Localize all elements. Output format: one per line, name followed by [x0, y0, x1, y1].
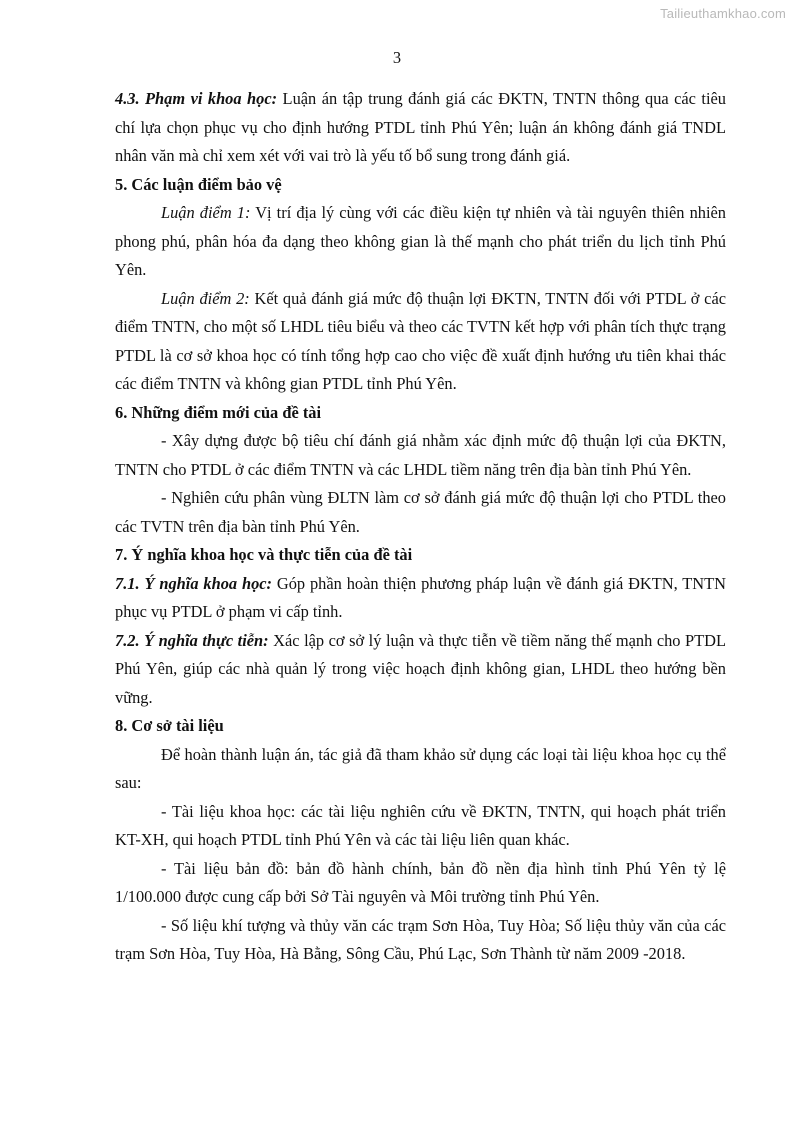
new-point-1: - Xây dựng được bộ tiêu chí đánh giá nhằm xác định mức độ thuận lợi của ĐKTN, TNTN cho PTDL ở các điểm TNTN và các LHDL tiềm năng trên địa bàn tỉnh Phú Yên. — [115, 431, 726, 479]
section-7-1-paragraph — [115, 570, 726, 627]
new-point-2: - Nghiên cứu phân vùng ĐLTN làm cơ sở đánh giá mức độ thuận lợi cho PTDL theo các TVTN trên địa bàn tỉnh Phú Yên. — [115, 488, 726, 536]
document-source-3: - Số liệu khí tượng và thủy văn các trạm Sơn Hòa, Tuy Hòa; Số liệu thủy văn của các trạm Sơn Hòa, Tuy Hòa, Hà Bằng, Sông Cầu, Phú Lạc, Sơn Thành từ năm 2009 -2018. — [115, 915, 726, 963]
thesis-point-1-label: Luận điểm 1: — [161, 203, 251, 222]
document-source-1: - Tài liệu khoa học: các tài liệu nghiên cứu về ĐKTN, TNTN, qui hoạch phát triển KT-XH, qui hoạch PTDL tỉnh Phú Yên và các tài liệu liên quan khác. — [115, 801, 726, 849]
page-number: 3 — [392, 48, 402, 67]
section-8-heading: 8. Cơ sở tài liệu — [115, 716, 224, 735]
section-7-heading: 7. Ý nghĩa khoa học và thực tiễn của đề tài — [115, 545, 413, 564]
section-7-2-label: 7.2. Ý nghĩa thực tiễn: — [115, 630, 269, 650]
watermark: Tailieuthamkhao.com — [660, 6, 786, 21]
document-source-2: - Tài liệu bản đồ: bản đồ hành chính, bản đồ nền địa hình tỉnh Phú Yên tỷ lệ 1/100.000 được cung cấp bởi Sở Tài nguyên và Môi trường tỉnh Phú Yên. — [115, 858, 726, 906]
section-4-3-paragraph — [115, 85, 726, 171]
section-7-2-paragraph — [115, 627, 726, 713]
thesis-point-1-text: Vị trí địa lý cùng với các điều kiện tự nhiên và tài nguyên thiên nhiên phong phú, phân hóa đa dạng theo không gian là thế mạnh cho phát triển du lịch tỉnh Phú Yên. — [115, 203, 726, 279]
section-6-heading: 6. Những điểm mới của đề tài — [115, 402, 322, 422]
section-7-1-label: 7.1. Ý nghĩa khoa học: — [115, 573, 273, 593]
thesis-point-2 — [115, 285, 726, 399]
thesis-point-2-label: Luận điểm 2: — [161, 288, 250, 308]
section-5-heading: 5. Các luận điểm bảo vệ — [115, 174, 282, 194]
section-7-2-text: Xác lập cơ sở lý luận và thực tiễn về tiềm năng thế mạnh cho PTDL Phú Yên, giúp các nhà quản lý trong việc hoạch định không gian, LHDL theo hướng bền vững. — [115, 630, 726, 707]
section-8-intro: Để hoàn thành luận án, tác giả đã tham khảo sử dụng các loại tài liệu khoa học cụ thể sau: — [115, 744, 726, 792]
section-4-3-label: 4.3. Phạm vi khoa học: — [115, 89, 278, 108]
section-7-1-text: Góp phần hoàn thiện phương pháp luận về đánh giá ĐKTN, TNTN phục vụ PTDL ở phạm vi cấp tỉnh. — [115, 573, 726, 621]
thesis-point-2-text: Kết quả đánh giá mức độ thuận lợi ĐKTN, TNTN đối với PTDL ở các điểm TNTN, cho một số LHDL tiêu biểu và theo các TVTN kết hợp với phân tích thực trạng PTDL là cơ sở khoa học có tính tổng hợp cao cho việc đề xuất định hướng ưu tiên khai thác các điểm TNTN và không gian PTDL tỉnh Phú Yên. — [115, 288, 726, 393]
page-content — [115, 85, 726, 969]
thesis-point-1 — [115, 199, 726, 285]
section-4-3-text: Luận án tập trung đánh giá các ĐKTN, TNTN thông qua các tiêu chí lựa chọn phục vụ cho định hướng PTDL tỉnh Phú Yên; luận án không đánh giá TNDL nhân văn mà chỉ xem xét với vai trò là yếu tố bổ sung trong đánh giá. — [115, 89, 726, 165]
